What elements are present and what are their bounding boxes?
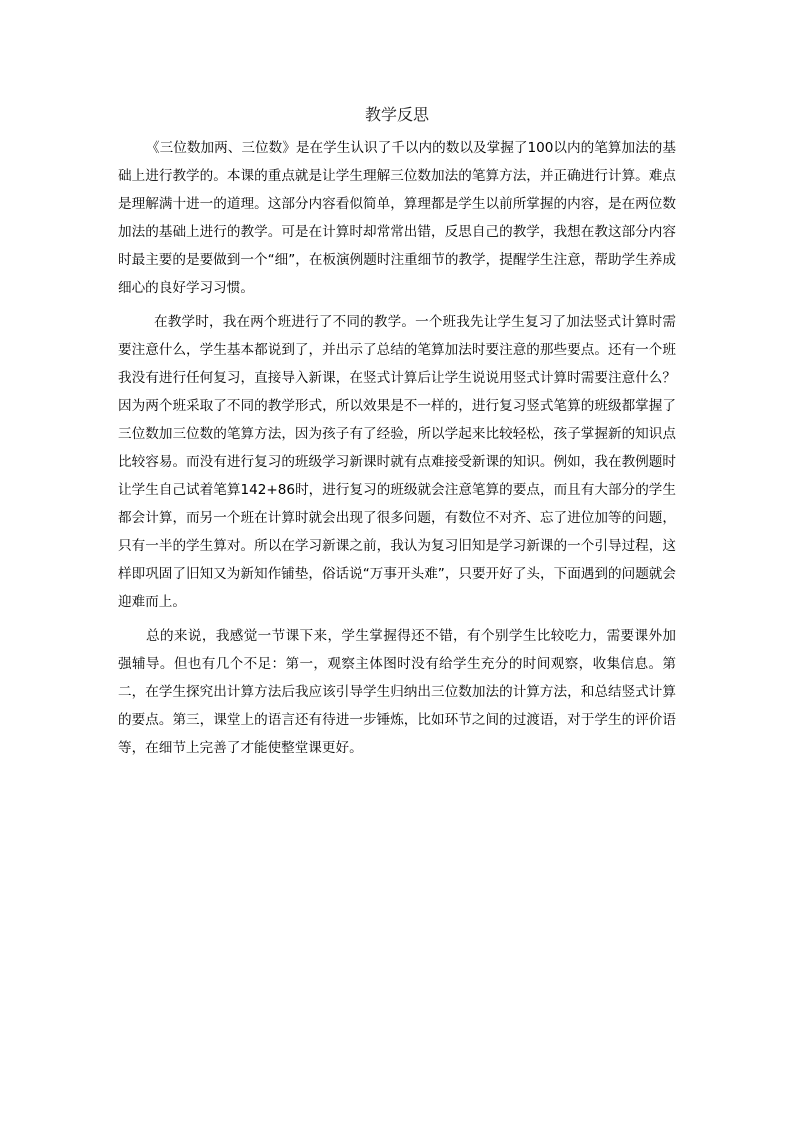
document-page <box>118 100 676 768</box>
paragraph-2: 在教学时，我在两个班进行了不同的教学。一个班我先让学生复习了加法竖式计算时需要注意什么，学生基本都说到了，并出示了总结的笔算加法时要注意的那些要点。还有一个班我没有进行任何复习，直接导入新课，在竖式计算后让学生说说用竖式计算时需要注意什么？因为两个班采取了不同的教学形式，所以效果是不一样的，进行复习竖式笔算的班级都掌握了三位数加三位数的笔算方法，因为孩子有了经验，所以学起来比较轻松，孩子掌握新的知识点比较容易。而没有进行复习的班级学习新课时就有点难接受新课的知识。例如，我在教例题时让学生自己试着笔算142+86时，进行复习的班级就会注意笔算的要点，而且有大部分的学生都会计算，而另一个班在计算时就会出现了很多问题，有数位不对齐、忘了进位加等的问题，只有一半的学生算对。所以在学习新课之前，我认为复习旧知是学习新课的一个引导过程，这样即巩固了旧知又为新知作铺垫，俗话说“万事开头难”，只要开好了头，下面遇到的问题就会迎难而上。 <box>118 314 676 610</box>
paragraph-1: 《三位数加两、三位数》是在学生认识了千以内的数以及掌握了100以内的笔算加法的基础上进行教学的。本课的重点就是让学生理解三位数加法的笔算方法，并正确进行计算。难点是理解满十进一的道理。这部分内容看似简单，算理都是学生以前所掌握的内容，是在两位数加法的基础上进行的教学。可是在计算时却常常出错，反思自己的教学，我想在教这部分内容时最主要的是要做到一个“细”，在板演例题时注重细节的教学，提醒学生注意，帮助学生养成细心的良好学习习惯。 <box>118 140 676 296</box>
document-title: 教学反思 <box>364 105 429 124</box>
paragraph-3: 总的来说，我感觉一节课下来，学生掌握得还不错，有个别学生比较吃力，需要课外加强辅导。但也有几个不足：第一，观察主体图时没有给学生充分的时间观察，收集信息。第二，在学生探究出计算方法后我应该引导学生归纳出三位数加法的计算方法，和总结竖式计算的要点。第三，课堂上的语言还有待进一步锤炼，比如环节之间的过渡语，对于学生的评价语等，在细节上完善了才能使整堂课更好。 <box>118 628 676 756</box>
